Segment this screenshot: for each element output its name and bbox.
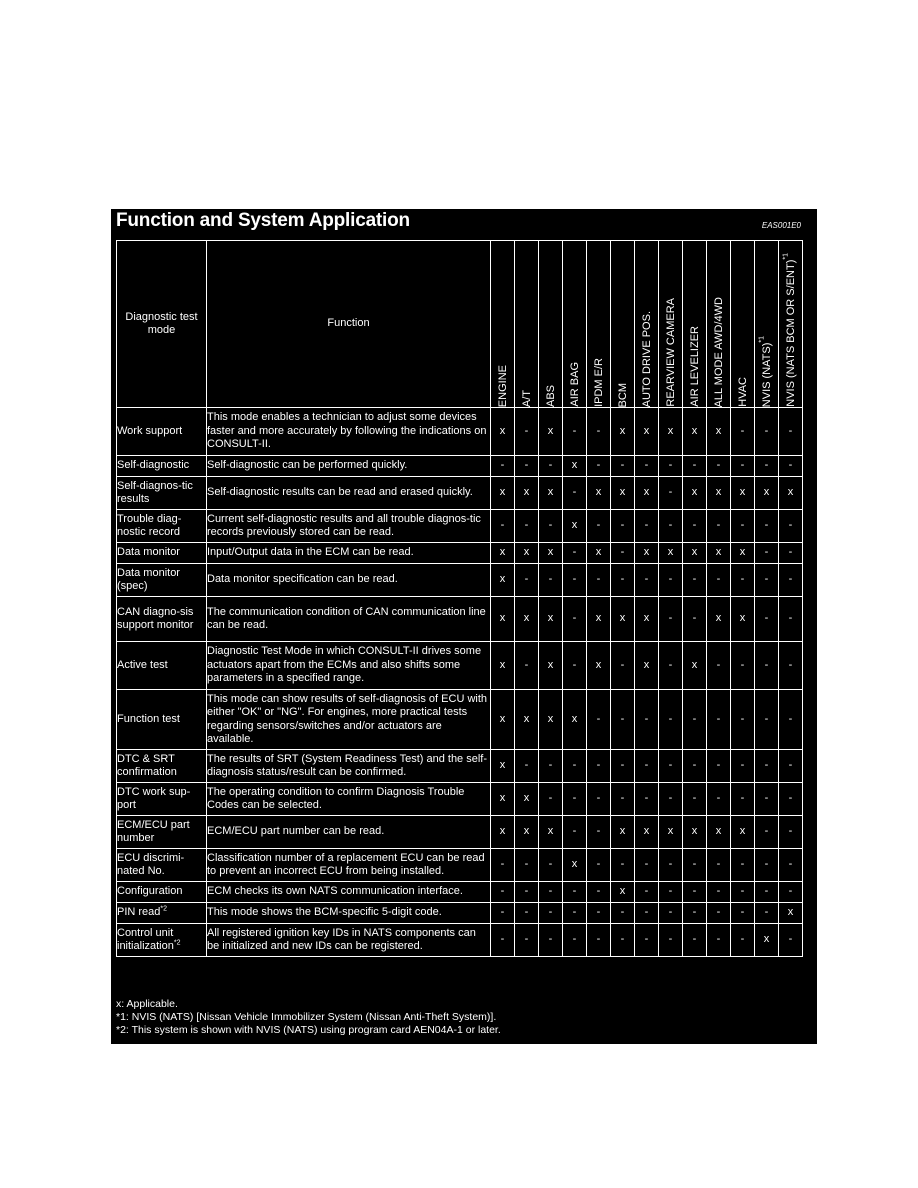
applicability-cell: - [563,750,587,783]
applicability-cell: - [563,408,587,456]
table-body [117,408,803,957]
applicability-cell: - [611,690,635,750]
applicability-cell: - [611,924,635,957]
applicability-cell: - [707,564,731,597]
applicability-cell: - [491,882,515,903]
applicability-cell: - [731,750,755,783]
applicability-cell: x [491,477,515,510]
applicability-cell: x [611,477,635,510]
footnote-1: *1: NVIS (NATS) [Nissan Vehicle Immobilizer System (Nissan Anti-Theft System)]. [116,1011,497,1023]
applicability-cell: - [563,543,587,564]
diagnostic-mode-cell: DTC work sup-port [117,783,207,816]
applicability-cell: - [755,564,779,597]
applicability-cell: - [491,903,515,924]
applicability-cell: - [779,816,803,849]
table-row [117,690,803,750]
applicability-cell: - [755,543,779,564]
applicability-cell: - [659,477,683,510]
diagnostic-mode-cell: DTC & SRT confirmation [117,750,207,783]
applicability-cell: x [539,597,563,642]
system-column-label: ABS [544,384,557,407]
applicability-cell: - [707,456,731,477]
function-description-cell: This mode can show results of self-diagnosis of ECU with either "OK" or "NG". For engines, more practical tests regarding sensors/switches and/or actuators are available. [207,690,491,750]
document-code: EAS001E0 [761,221,801,230]
applicability-cell: - [563,564,587,597]
applicability-cell: x [539,543,563,564]
applicability-cell: - [539,903,563,924]
applicability-cell: - [635,849,659,882]
table-row [117,750,803,783]
applicability-cell: x [563,690,587,750]
applicability-cell: - [587,882,611,903]
applicability-cell: - [563,477,587,510]
applicability-cell: x [683,543,707,564]
applicability-cell: - [659,564,683,597]
system-column-header [731,241,755,408]
system-column-header [611,241,635,408]
applicability-cell: - [587,750,611,783]
applicability-cell: - [611,783,635,816]
diagnostic-mode-cell: ECU discrimi-nated No. [117,849,207,882]
diagnostic-mode-cell: PIN read$^{*2}$ [117,903,207,924]
applicability-cell: - [611,510,635,543]
applicability-cell: - [755,510,779,543]
function-description-cell: Current self-diagnostic results and all trouble diagnos-tic records previously stored can be read. [207,510,491,543]
applicability-cell: x [491,642,515,690]
applicability-cell: x [707,597,731,642]
function-description-cell: The communication condition of CAN communication line can be read. [207,597,491,642]
system-column-header [491,241,515,408]
function-column-header: Function [207,241,491,408]
applicability-cell: - [659,750,683,783]
applicability-cell: x [491,750,515,783]
applicability-cell: - [563,642,587,690]
applicability-cell: x [491,783,515,816]
applicability-cell: x [731,477,755,510]
applicability-cell: - [779,882,803,903]
applicability-cell: x [683,408,707,456]
applicability-cell: - [779,750,803,783]
applicability-cell: x [587,597,611,642]
page-title: Function and System Application [116,210,410,231]
applicability-cell: x [491,597,515,642]
applicability-cell: x [635,642,659,690]
applicability-cell: - [659,882,683,903]
system-column-label: ENGINE [496,364,509,407]
applicability-cell: x [731,816,755,849]
table-row [117,597,803,642]
applicability-cell: x [635,543,659,564]
applicability-cell: - [755,690,779,750]
footnote-applicable: x: Applicable. [116,998,178,1010]
applicability-cell: - [683,510,707,543]
applicability-cell: - [755,783,779,816]
applicability-cell: - [779,690,803,750]
system-column-header [755,241,779,408]
applicability-cell: - [635,564,659,597]
function-description-cell: ECM checks its own NATS communication interface. [207,882,491,903]
table-row [117,882,803,903]
function-system-panel [111,209,817,1044]
applicability-cell: - [611,543,635,564]
applicability-cell: - [563,783,587,816]
applicability-cell: - [683,597,707,642]
table-row [117,408,803,456]
applicability-cell: - [731,924,755,957]
applicability-cell: - [683,903,707,924]
applicability-cell: x [707,543,731,564]
system-column-label: NVIS (NATS BCM OR S/ENT)$^{*1}$ [781,253,797,407]
applicability-cell: x [587,543,611,564]
applicability-cell: - [563,816,587,849]
applicability-cell: x [515,690,539,750]
applicability-cell: - [659,690,683,750]
diagnostic-mode-cell: CAN diagno-sis support monitor [117,597,207,642]
applicability-cell: x [539,477,563,510]
applicability-cell: - [755,849,779,882]
applicability-cell: - [611,642,635,690]
applicability-cell: - [683,849,707,882]
applicability-cell: x [635,597,659,642]
applicability-cell: - [635,882,659,903]
applicability-cell: x [779,903,803,924]
applicability-cell: - [731,642,755,690]
applicability-cell: x [539,642,563,690]
applicability-cell: - [539,750,563,783]
applicability-cell: x [587,642,611,690]
applicability-cell: x [707,408,731,456]
applicability-cell: x [683,642,707,690]
applicability-cell: - [683,882,707,903]
applicability-cell: - [515,924,539,957]
system-column-label: IPDM E/R [592,358,605,407]
applicability-cell: - [563,882,587,903]
applicability-cell: - [587,564,611,597]
system-column-label: BCM [616,382,629,407]
applicability-cell: - [587,690,611,750]
header-row [117,241,803,408]
applicability-cell: x [515,597,539,642]
applicability-cell: - [563,597,587,642]
system-column-label: ALL MODE AWD/4WD [712,296,725,407]
applicability-cell: x [587,477,611,510]
applicability-cell: - [779,543,803,564]
function-description-cell: This mode shows the BCM-specific 5-digit code. [207,903,491,924]
system-column-header [539,241,563,408]
function-description-cell: Data monitor specification can be read. [207,564,491,597]
table-row [117,477,803,510]
applicability-cell: - [635,456,659,477]
applicability-cell: - [539,849,563,882]
applicability-cell: - [611,564,635,597]
applicability-cell: - [779,924,803,957]
diagnostic-mode-cell: Self-diagnostic [117,456,207,477]
applicability-cell: - [587,924,611,957]
applicability-cell: - [635,903,659,924]
applicability-cell: - [635,510,659,543]
applicability-cell: x [611,882,635,903]
applicability-cell: x [491,543,515,564]
applicability-cell: - [755,882,779,903]
diagnostic-mode-cell: ECM/ECU part number [117,816,207,849]
applicability-cell: - [515,510,539,543]
applicability-cell: x [563,849,587,882]
applicability-cell: x [515,816,539,849]
system-column-label: AUTO DRIVE POS. [640,310,653,407]
applicability-cell: - [563,903,587,924]
diagnostic-mode-cell: Trouble diag-nostic record [117,510,207,543]
applicability-cell: - [659,597,683,642]
system-column-label: AIR BAG [568,362,581,407]
diagnostic-mode-cell: Active test [117,642,207,690]
applicability-cell: - [755,456,779,477]
applicability-cell: - [731,408,755,456]
applicability-cell: - [539,510,563,543]
applicability-cell: - [755,408,779,456]
applicability-cell: x [491,564,515,597]
applicability-cell: - [587,903,611,924]
table-row [117,849,803,882]
applicability-cell: x [659,543,683,564]
applicability-cell: - [539,783,563,816]
applicability-cell: - [755,597,779,642]
function-description-cell: Self-diagnostic results can be read and erased quickly. [207,477,491,510]
function-description-cell: All registered ignition key IDs in NATS components can be initialized and new IDs can be registered. [207,924,491,957]
applicability-cell: - [707,849,731,882]
function-description-cell: Self-diagnostic can be performed quickly. [207,456,491,477]
applicability-cell: - [515,408,539,456]
applicability-cell: - [515,903,539,924]
diagnostic-mode-cell: Configuration [117,882,207,903]
function-description-cell: Input/Output data in the ECM can be read. [207,543,491,564]
applicability-cell: - [683,783,707,816]
applicability-cell: x [755,477,779,510]
applicability-cell: - [731,783,755,816]
function-description-cell: The results of SRT (System Readiness Test) and the self-diagnosis status/result can be confirmed. [207,750,491,783]
applicability-cell: - [779,408,803,456]
applicability-cell: x [539,690,563,750]
applicability-cell: - [707,510,731,543]
applicability-cell: - [515,849,539,882]
applicability-cell: x [539,816,563,849]
applicability-cell: - [707,882,731,903]
applicability-cell: - [587,408,611,456]
footnote-2: *2: This system is shown with NVIS (NATS) using program card AEN04A-1 or later. [116,1024,501,1036]
diagnostic-mode-cell: Data monitor [117,543,207,564]
applicability-cell: - [779,510,803,543]
applicability-cell: - [779,783,803,816]
applicability-cell: x [611,597,635,642]
applicability-cell: - [539,564,563,597]
applicability-cell: x [563,456,587,477]
system-column-header [563,241,587,408]
applicability-cell: - [779,849,803,882]
applicability-cell: x [635,477,659,510]
applicability-cell: x [515,783,539,816]
system-column-label: A/T [520,389,533,407]
applicability-cell: - [587,456,611,477]
applicability-cell: - [491,510,515,543]
applicability-cell: x [659,816,683,849]
table-row [117,642,803,690]
system-column-label: HVAC [736,377,749,407]
applicability-cell: - [491,456,515,477]
applicability-cell: - [779,564,803,597]
applicability-cell: - [587,783,611,816]
applicability-cell: - [779,597,803,642]
applicability-cell: - [755,903,779,924]
system-column-header [779,241,803,408]
system-column-label: NVIS (NATS)$^{*1}$ [757,335,773,407]
function-description-cell: The operating condition to confirm Diagnosis Trouble Codes can be selected. [207,783,491,816]
system-column-label: AIR LEVELIZER [688,326,701,407]
applicability-cell: x [683,816,707,849]
table-row [117,543,803,564]
applicability-cell: - [491,849,515,882]
applicability-cell: - [611,456,635,477]
applicability-cell: - [563,924,587,957]
table-row [117,924,803,957]
applicability-cell: - [659,783,683,816]
applicability-cell: - [659,903,683,924]
applicability-cell: x [683,477,707,510]
table-row [117,816,803,849]
applicability-cell: - [707,642,731,690]
applicability-cell: - [659,510,683,543]
function-description-cell: Diagnostic Test Mode in which CONSULT-II drives some actuators apart from the ECMs and also shifts some parameters in a specified range. [207,642,491,690]
system-column-header [515,241,539,408]
applicability-cell: - [659,849,683,882]
applicability-cell: x [659,408,683,456]
applicability-cell: - [683,690,707,750]
applicability-cell: - [707,690,731,750]
applicability-cell: x [731,543,755,564]
diagnostic-mode-cell: Control unit initialization$^{*2}$ [117,924,207,957]
table-row [117,456,803,477]
table-row [117,903,803,924]
applicability-cell: - [515,642,539,690]
applicability-cell: - [611,750,635,783]
applicability-cell: x [563,510,587,543]
system-column-header [683,241,707,408]
system-column-header [587,241,611,408]
applicability-cell: - [635,924,659,957]
applicability-cell: - [659,456,683,477]
applicability-cell: - [587,816,611,849]
applicability-cell: - [515,882,539,903]
applicability-cell: - [731,456,755,477]
applicability-cell: - [731,882,755,903]
applicability-cell: - [731,849,755,882]
applicability-cell: - [611,849,635,882]
applicability-cell: - [683,564,707,597]
applicability-cell: - [707,750,731,783]
applicability-cell: x [779,477,803,510]
applicability-cell: x [611,816,635,849]
system-column-header [635,241,659,408]
applicability-cell: x [707,477,731,510]
applicability-cell: x [707,816,731,849]
applicability-cell: - [539,882,563,903]
applicability-cell: - [779,642,803,690]
table-row [117,783,803,816]
function-description-cell: Classification number of a replacement ECU can be read to prevent an incorrect ECU from being installed. [207,849,491,882]
applicability-cell: x [611,408,635,456]
applicability-cell: - [755,816,779,849]
applicability-cell: - [779,456,803,477]
applicability-cell: - [635,783,659,816]
table-row [117,564,803,597]
diagnostic-mode-cell: Function test [117,690,207,750]
applicability-cell: - [539,924,563,957]
applicability-cell: - [515,456,539,477]
table-row [117,510,803,543]
system-column-label: REARVIEW CAMERA [664,298,677,407]
applicability-cell: - [515,750,539,783]
applicability-cell: x [491,816,515,849]
mode-column-header: Diagnostic test mode [117,241,207,408]
diagnostic-mode-cell: Self-diagnos-tic results [117,477,207,510]
applicability-cell: x [731,597,755,642]
applicability-cell: x [491,690,515,750]
applicability-cell: - [659,642,683,690]
applicability-cell: - [659,924,683,957]
applicability-cell: x [539,408,563,456]
application-table [116,240,803,957]
applicability-cell: - [611,903,635,924]
function-description-cell: This mode enables a technician to adjust some devices faster and more accurately by following the indications on CONSULT-II. [207,408,491,456]
applicability-cell: - [755,750,779,783]
applicability-cell: - [635,750,659,783]
applicability-cell: - [707,924,731,957]
applicability-cell: - [683,456,707,477]
applicability-cell: - [755,642,779,690]
applicability-cell: - [683,924,707,957]
applicability-cell: - [731,510,755,543]
applicability-cell: - [707,903,731,924]
applicability-cell: - [491,924,515,957]
applicability-cell: x [635,816,659,849]
applicability-cell: - [731,903,755,924]
applicability-cell: - [635,690,659,750]
applicability-cell: x [515,543,539,564]
diagnostic-mode-cell: Data monitor (spec) [117,564,207,597]
applicability-cell: - [731,564,755,597]
applicability-cell: - [587,510,611,543]
applicability-cell: x [491,408,515,456]
applicability-cell: - [515,564,539,597]
applicability-cell: - [539,456,563,477]
applicability-cell: x [635,408,659,456]
function-description-cell: ECM/ECU part number can be read. [207,816,491,849]
applicability-cell: - [683,750,707,783]
system-column-header [707,241,731,408]
diagnostic-mode-cell: Work support [117,408,207,456]
applicability-cell: - [731,690,755,750]
applicability-cell: x [515,477,539,510]
applicability-cell: - [707,783,731,816]
footnotes [116,998,501,1037]
applicability-cell: x [755,924,779,957]
applicability-cell: - [587,849,611,882]
system-column-header [659,241,683,408]
